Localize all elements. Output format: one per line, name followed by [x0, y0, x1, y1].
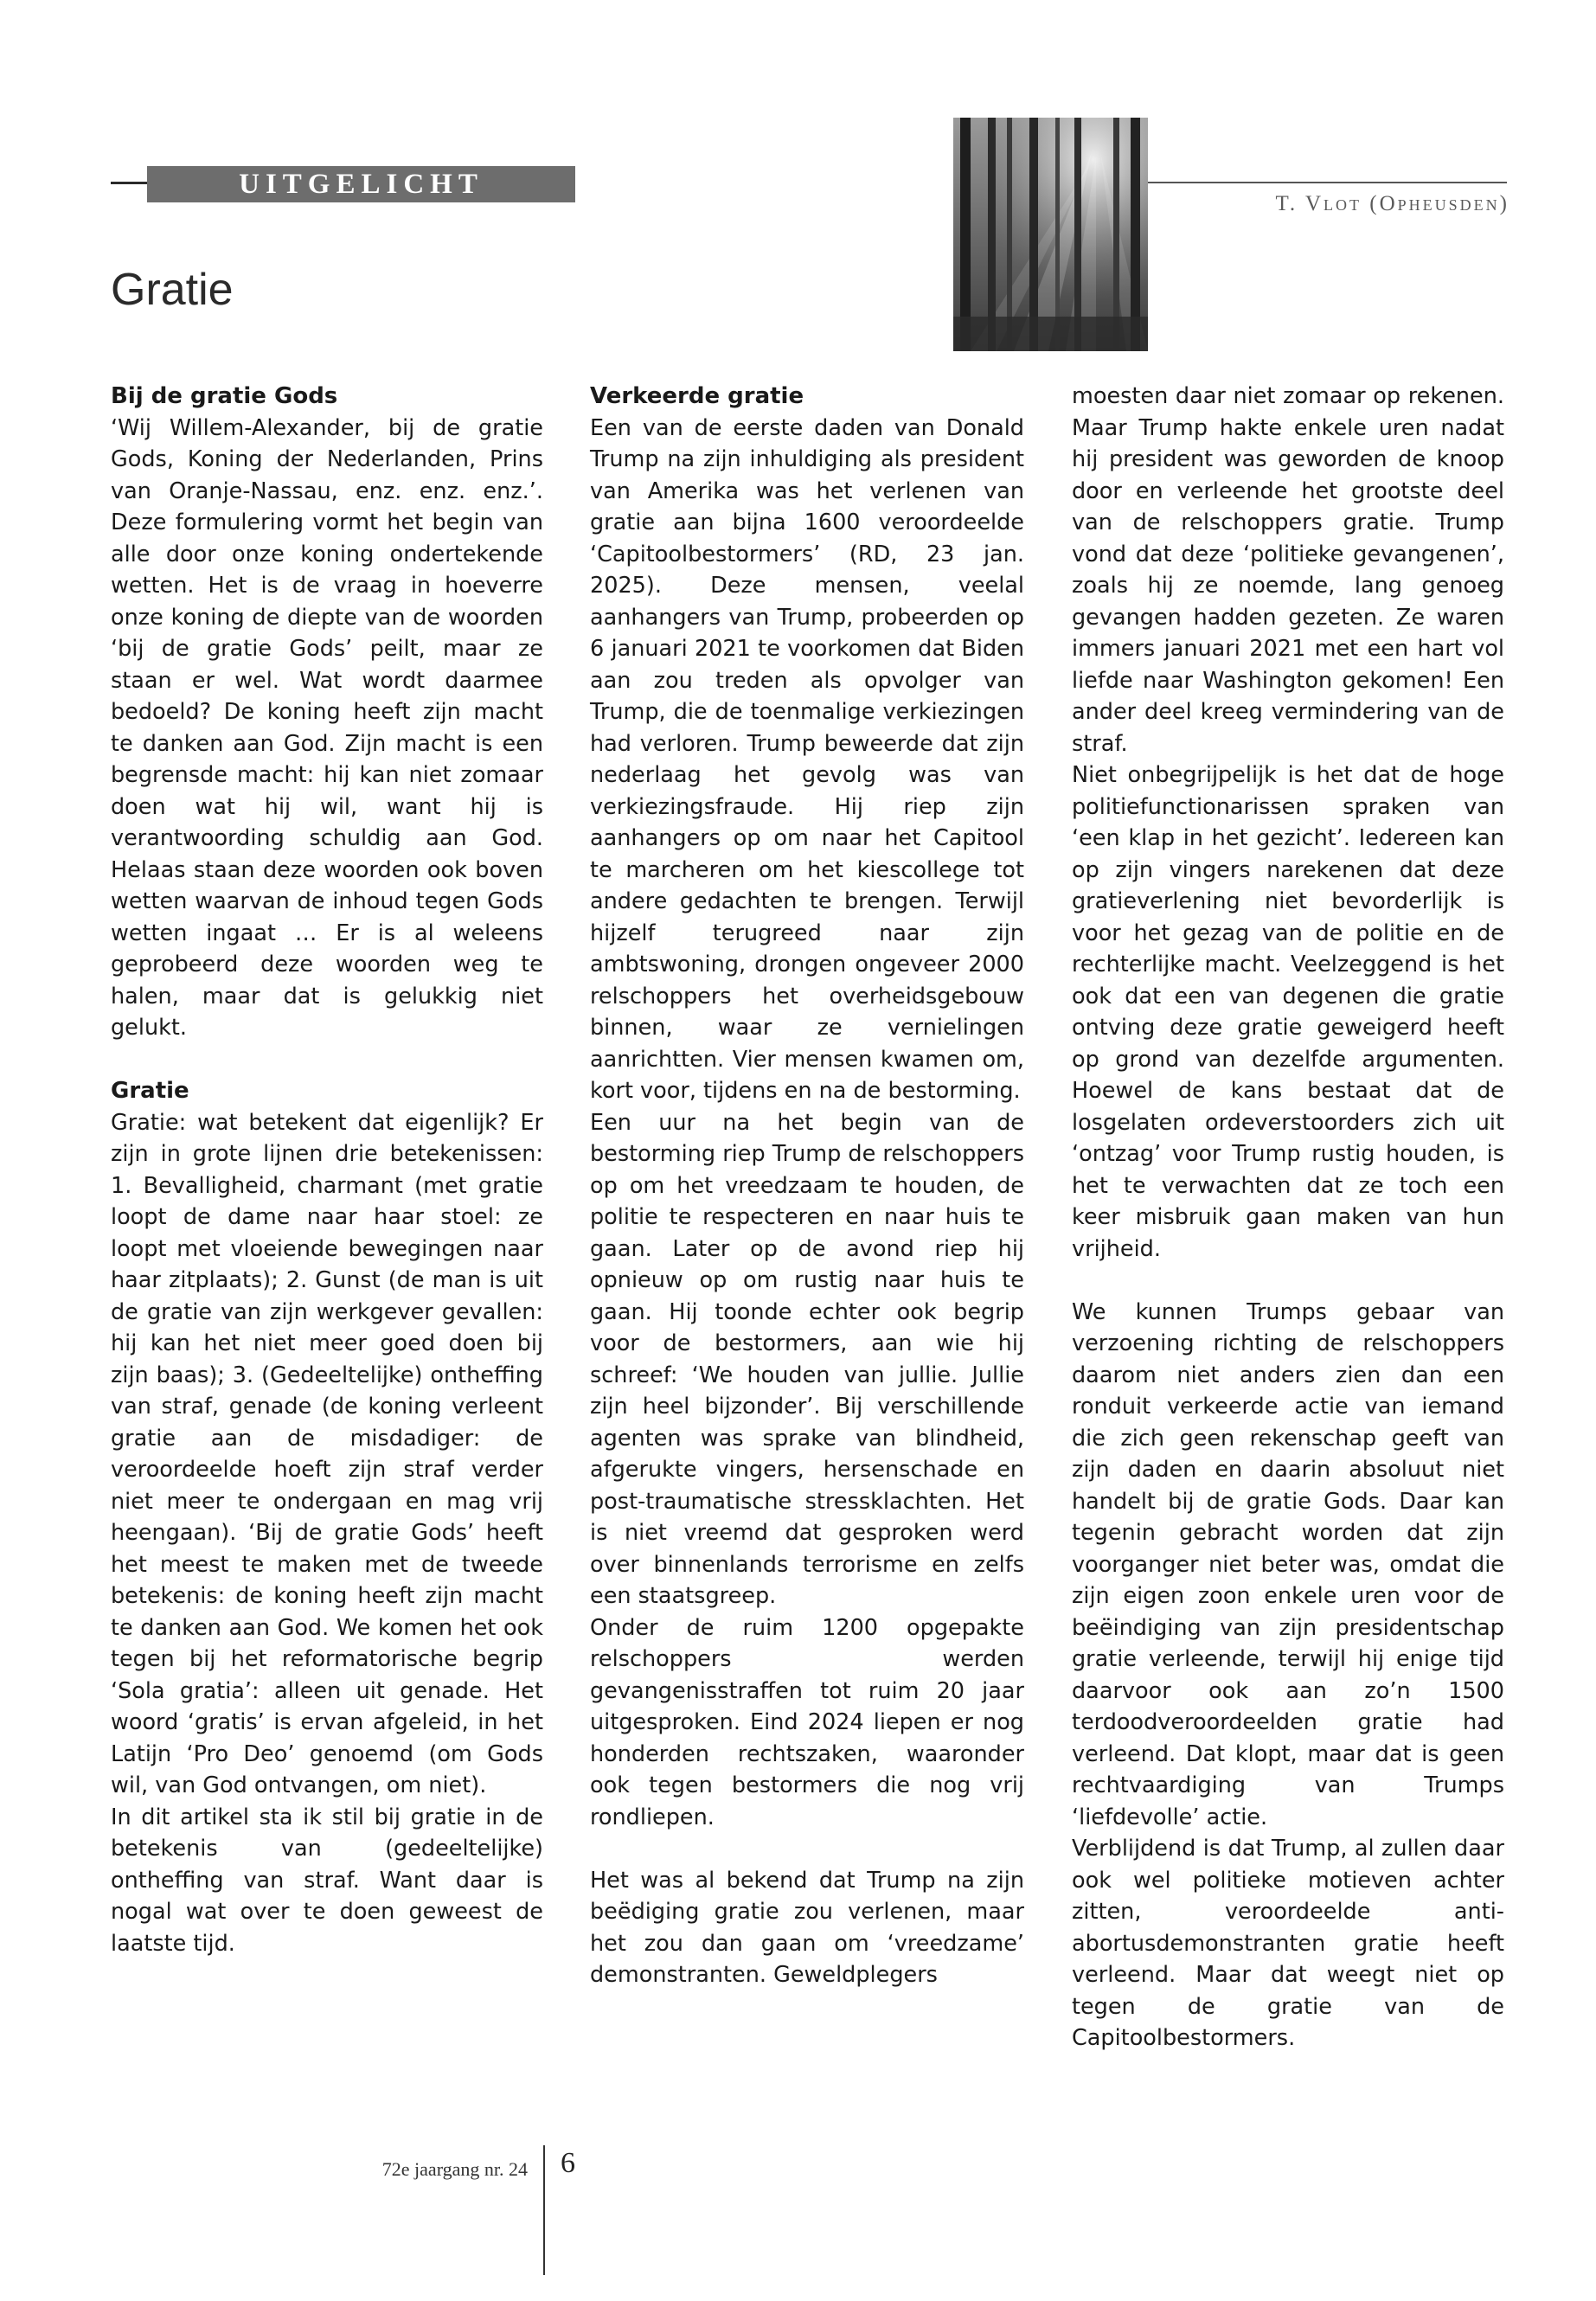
paragraph: In dit artikel sta ik stil bij gratie in de betekenis van (gedeeltelijke) ontheffing van straf. Want daar is nogal wat over te doen geweest de laatste tijd. — [111, 1804, 543, 1957]
page-number: 6 — [561, 2147, 575, 2179]
paragraph: ‘Wij Willem-Alexander, bij de gratie Gods, Koning der Nederlanden, Prins van Oranje-Nassau, enz. enz. enz.’. Deze formulering vormt het begin van alle door onze koning ondertekende wetten. Het is de vraag in hoeverre onze koning de diepte van de woorden ‘bij de gratie Gods’ peilt, maar ze staan er wel. Wat wordt daarmee bedoeld? De koning heeft zijn macht te danken aan God. Zijn macht is een begrensde macht: hij kan niet zomaar doen wat hij wil, want hij is verantwoording schuldig aan God. Helaas staan deze woorden ook boven wetten waarvan de inhoud tegen Gods wetten ingaat … Er is al weleens geprobeerd deze woorden weg te halen, maar dat is gelukkig niet gelukt. — [111, 414, 543, 1041]
paragraph: Een van de eerste daden van Donald Trump na zijn inhuldiging als president van Amerika was het verlenen van gratie aan bijna 1600 veroordeelde ‘Capitoolbestormers’ (RD, 23 jan. 2025). Deze mensen, veelal aanhangers van Trump, probeerden op 6 januari 2021 te voorkomen dat Biden aan zou treden als opvolger van Trump, die de toenmalige verkiezingen had verloren. Trump beweerde dat zijn nederlaag het gevolg was van verkiezingsfraude. Hij riep zijn aanhangers op om naar het Capitool te marcheren om het kiescollege tot andere gedachten te brengen. Terwijl hijzelf terugreed naar zijn ambtswoning, drongen ongeveer 2000 relschoppers het overheidsgebouw binnen, waar ze vernielingen aanrichtten. Vier mensen kwamen om, kort voor, tijdens en na de bestorming. — [590, 414, 1024, 1104]
paragraph: We kunnen Trumps gebaar van verzoening richting de relschoppers daarom niet anders zien dan een ronduit verkeerde actie van iemand die zich geen rekenschap geeft van zijn daden en daarin absoluut niet handelt bij de gratie Gods. Daar kan tegenin gebracht worden dat zijn voorganger niet beter was, omdat die zijn eigen zoon enkele uren voor de beëindiging van zijn presidentschap gratie verleende, terwijl hij enige tijd daarvoor ook aan zo’n 1500 terdoodveroordeelden gratie had verleend. Dat klopt, maar dat is geen rechtvaardiging van Trumps ‘liefdevolle’ actie. — [1072, 1298, 1504, 1830]
paragraph: Het was al bekend dat Trump na zijn beëdiging gratie zou verlenen, maar het zou dan gaan om ‘vreedzame’ demonstranten. Geweldplegers — [590, 1867, 1024, 1988]
column-2 — [590, 381, 1024, 1991]
article-title: Gratie — [111, 265, 234, 315]
column-3 — [1072, 381, 1504, 2054]
section-banner: UITGELICHT — [147, 166, 575, 202]
paragraph: Onder de ruim 1200 opgepakte relschoppers werden gevangenisstraffen tot ruim 20 jaar uitgesproken. Eind 2024 liepen er nog honderden rechtszaken, waaronder ook tegen bestormers die nog vrij rondliepen. — [590, 1614, 1024, 1830]
subheading-bij-de-gratie-gods: Bij de gratie Gods — [111, 383, 338, 409]
forest-image-icon — [953, 118, 1148, 351]
footer-divider — [543, 2145, 545, 2275]
paragraph: Gratie: wat betekent dat eigenlijk? Er zijn in grote lijnen drie betekenissen: 1. Bevalligheid, charmant (met gratie loopt de dame naar haar stoel: ze loopt met vloeiende bewegingen naar haar zitplaats); 2. Gunst (de man is uit de gratie van zijn werkgever gevallen: hij kan het niet meer goed doen bij zijn baas); 3. (Gedeeltelijke) ontheffing van straf, genade (de koning verleent gratie aan de misdadiger: de veroordeelde hoeft zijn straf verder niet meer te ondergaan en mag vrij heengaan). ‘Bij de gratie Gods’ heeft het meest te maken met de tweede betekenis: de koning heeft zijn macht te danken aan God. We komen het ook tegen bij het reformatorische begrip ‘Sola gratia’: alleen uit genade. Het woord ‘gratis’ is ervan afgeleid, in het Latijn ‘Pro Deo’ genoemd (om Gods wil, van God ontvangen, om niet). — [111, 1109, 543, 1798]
forest-photo — [953, 118, 1148, 351]
column-1 — [111, 381, 543, 1959]
subheading-gratie: Gratie — [111, 1078, 189, 1104]
paragraph: Verblijdend is dat Trump, al zullen daar ook wel politieke motieven achter zitten, veroordeelde anti-abortusdemonstranten gratie heeft verleend. Maar dat weegt niet op tegen de gratie van de Capitoolbestormers. — [1072, 1836, 1504, 2051]
paragraph: Niet onbegrijpelijk is het dat de hoge politiefunctionarissen spraken van ‘een klap in het gezicht’. Iedereen kan op zijn vingers narekenen dat deze gratieverlening niet bevorderlijk is voor het gezag van de politie en de rechterlijke macht. Veelzeggend is het ook dat een van degenen die gratie ontving deze gratie geweigerd heeft op grond van dezelfde argumenten. Hoewel de kans bestaat dat de losgelaten ordeverstoorders zich uit ‘ontzag’ voor Trump rustig houden, is het te verwachten dat ze toch een keer misbruik gaan maken van hun vrijheid. — [1072, 762, 1504, 1262]
author-name: T. Vlot (Opheusden) — [1275, 192, 1509, 215]
paragraph: Een uur na het begin van de bestorming riep Trump de relschoppers op om het vreedzaam te houden, de politie te respecteren en naar huis te gaan. Later op de avond riep hij opnieuw op om rustig naar huis te gaan. Hij toonde echter ook begrip voor de bestormers, aan wie hij schreef: ‘We houden van jullie. Jullie zijn heel bijzonder’. Bij verschillende agenten was sprake van blindheid, afgerukte vingers, hersenschade en post-traumatische stressklachten. Het is niet vreemd dat gesproken werd over binnenlands terrorisme en zelfs een staatsgreep. — [590, 1109, 1024, 1609]
subheading-verkeerde-gratie: Verkeerde gratie — [590, 383, 804, 409]
paragraph: moesten daar niet zomaar op rekenen. Maar Trump hakte enkele uren nadat hij president was geworden de knoop door en verleende het grootste deel van de relschoppers gratie. Trump vond dat deze ‘politieke gevangenen’, zoals hij ze noemde, lang genoeg gevangen hadden gezeten. Ze waren immers januari 2021 met een hart vol liefde naar Washington gekomen! Een ander deel kreeg vermindering van de straf. — [1072, 383, 1504, 757]
issue-info: 72e jaargang nr. 24 — [381, 2158, 528, 2180]
